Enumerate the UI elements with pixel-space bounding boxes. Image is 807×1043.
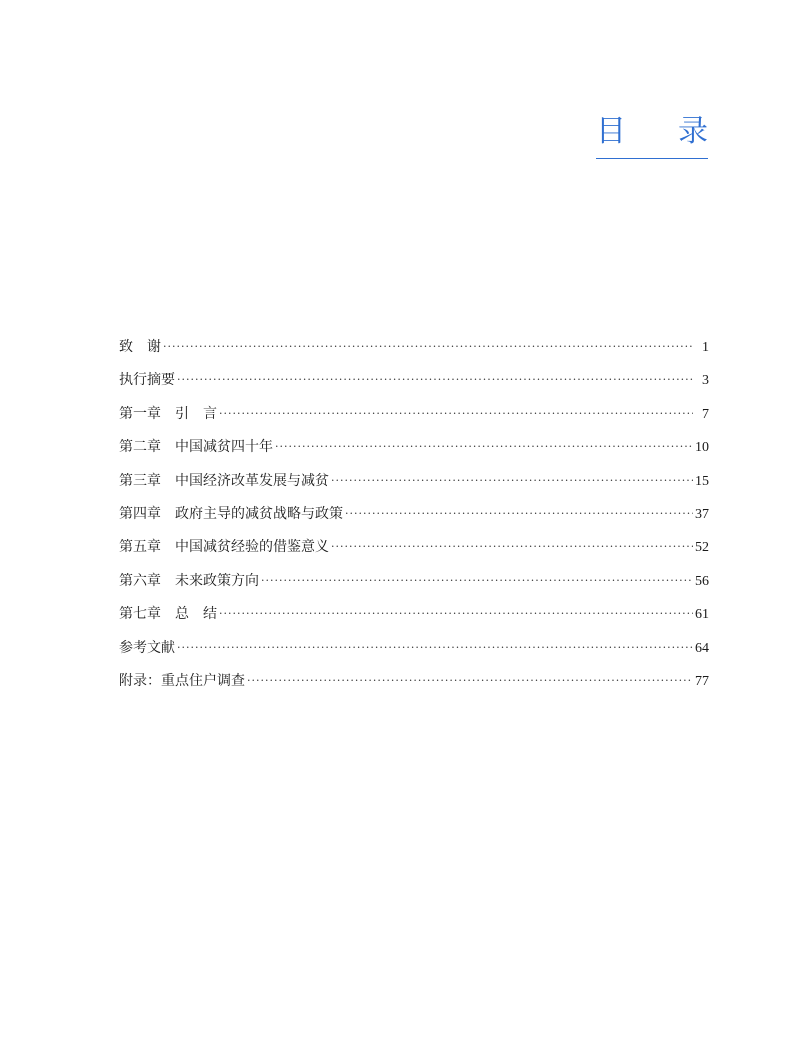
toc-entry-label: 参考文献 bbox=[119, 639, 175, 656]
toc-entry-label: 第五章 中国减贫经验的借鉴意义 bbox=[119, 539, 329, 556]
page-title bbox=[596, 112, 708, 152]
toc-entry-chapter-1[interactable] bbox=[119, 403, 709, 436]
toc-leader-dots bbox=[275, 436, 693, 458]
toc-entry-chapter-2[interactable] bbox=[119, 436, 709, 469]
toc-leader-dots bbox=[163, 336, 693, 358]
toc-entry-chapter-4[interactable] bbox=[119, 503, 709, 536]
toc-entry-chapter-7[interactable] bbox=[119, 603, 709, 636]
toc-entry-page: 10 bbox=[695, 440, 709, 456]
toc-entry-label: 第四章 政府主导的减贫战略与政策 bbox=[119, 505, 343, 522]
toc-entry-page: 61 bbox=[695, 607, 709, 623]
toc-leader-dots bbox=[247, 670, 693, 692]
toc-entry-references[interactable] bbox=[119, 637, 709, 670]
toc-entry-label: 附录：重点住户调查 bbox=[119, 672, 245, 689]
toc-entry-executive-summary[interactable] bbox=[119, 369, 709, 402]
toc-leader-dots bbox=[219, 603, 693, 625]
toc-leader-dots bbox=[331, 536, 693, 558]
title-char-1: 目 bbox=[596, 114, 626, 149]
toc-leader-dots bbox=[177, 637, 693, 659]
toc-leader-dots bbox=[177, 369, 693, 391]
toc-entry-label: 第二章 中国减贫四十年 bbox=[119, 439, 273, 456]
toc-entry-page: 7 bbox=[702, 406, 709, 422]
toc-entry-label: 执行摘要 bbox=[119, 372, 175, 389]
toc-entry-chapter-6[interactable] bbox=[119, 570, 709, 603]
toc-entry-label: 第七章 总 结 bbox=[119, 606, 217, 623]
toc-entry-page: 3 bbox=[702, 373, 709, 389]
toc-entry-page: 1 bbox=[702, 340, 709, 355]
toc-entry-page: 77 bbox=[695, 673, 709, 689]
toc-leader-dots bbox=[261, 570, 693, 592]
title-underline bbox=[596, 158, 708, 159]
toc-entry-label: 第六章 未来政策方向 bbox=[119, 572, 259, 589]
toc-entry-page: 15 bbox=[695, 473, 709, 489]
toc-entry-chapter-3[interactable] bbox=[119, 470, 709, 503]
toc-leader-dots bbox=[219, 403, 693, 425]
toc-entry-label: 第三章 中国经济改革发展与减贫 bbox=[119, 472, 329, 489]
toc-entry-label: 致 谢 bbox=[119, 339, 161, 355]
toc-leader-dots bbox=[345, 503, 693, 525]
toc-entry-page: 64 bbox=[695, 640, 709, 656]
toc-leader-dots bbox=[331, 470, 693, 492]
toc-entry-page: 56 bbox=[695, 573, 709, 589]
toc-entry-acknowledgements[interactable] bbox=[119, 336, 709, 369]
toc-entry-appendix[interactable] bbox=[119, 670, 709, 703]
toc-entry-label: 第一章 引 言 bbox=[119, 405, 217, 422]
title-char-2: 录 bbox=[678, 114, 708, 149]
toc-entry-page: 37 bbox=[695, 506, 709, 522]
toc-title-block bbox=[596, 112, 708, 159]
toc-entry-page: 52 bbox=[695, 540, 709, 556]
toc-entry-chapter-5[interactable] bbox=[119, 536, 709, 569]
table-of-contents bbox=[119, 336, 709, 703]
